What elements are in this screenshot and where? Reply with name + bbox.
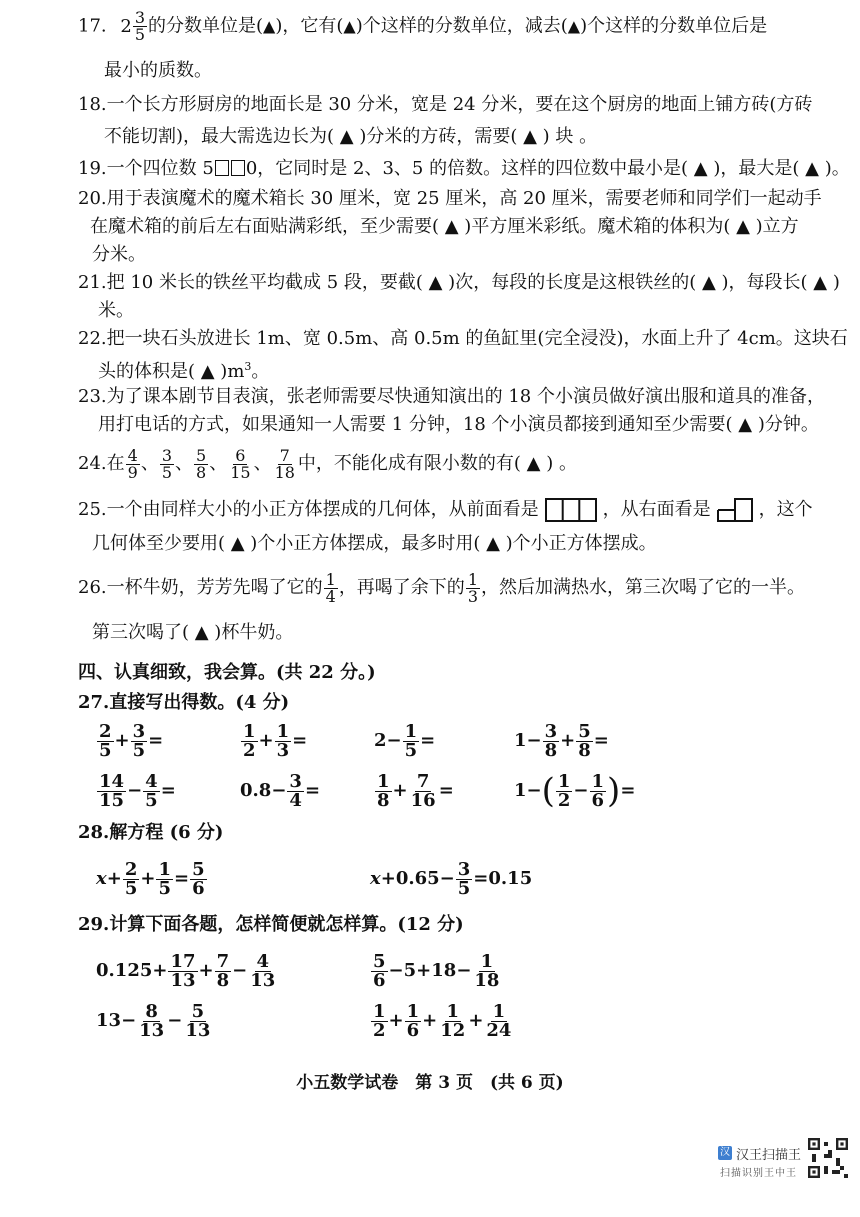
numerator: 1 [404,720,418,742]
numerator: 8 [145,1000,158,1022]
fraction [484,1000,513,1041]
calc-27-6 [240,768,320,814]
question-25-line2: 几何体至少要用( ▲ )个小正方体摆成，最多时用( ▲ )个小正方体摆成。 [92,533,657,554]
question-number: 17. [78,15,107,37]
question-25 [78,497,813,523]
number: 0.15 [488,868,533,889]
question-21-line2: 米。 [98,300,134,321]
operator: + [114,730,130,751]
variable: x [96,868,107,889]
denominator: 13 [170,969,196,991]
fraction [97,770,126,811]
fraction [190,858,207,899]
numerator: 1 [243,720,256,742]
calc-27-5 [96,768,176,814]
numerator: 1 [158,858,171,880]
operator: + [380,868,396,889]
operator: + [140,868,156,889]
equation-28-2 [370,856,532,902]
equals: = [473,868,489,889]
equals: = [438,780,454,801]
numerator: 1 [467,569,478,589]
fraction [403,720,420,761]
operator: − [456,960,472,981]
fraction [556,770,573,811]
numerator: 6 [235,445,246,465]
numerator: 2 [124,858,138,880]
question-20-line2: 在魔术箱的前后左右面贴满彩纸，至少需要( ▲ )平方厘米彩纸。魔术箱的体积为( ▲ )立方 [90,216,799,237]
answer-blank-triangle: ▲ [567,16,581,36]
numerator: 14 [99,770,125,792]
numerator: 1 [480,950,494,972]
operator: − [271,780,287,801]
question-21: 21.把 10 米长的铁丝平均截成 5 段，要截( ▲ )次，每段的长度是这根铁丝的( ▲ )，每段长( ▲ ) [78,272,840,293]
fraction [228,445,252,482]
denominator: 13 [250,969,276,991]
number: 0.8 [240,780,272,801]
question-26 [78,568,805,608]
operator: + [198,960,214,981]
equals: = [160,780,176,801]
calc-27-1 [96,718,163,764]
fraction [371,1000,388,1041]
fraction [324,569,338,606]
denominator: 16 [410,789,436,811]
number: 5 [403,960,417,981]
numerator: 5 [373,950,386,972]
fraction [143,770,160,811]
fraction [156,858,173,899]
operator: + [388,1010,404,1031]
text: 。 [251,361,270,382]
denominator: 5 [457,877,471,899]
numerator: 3 [134,8,146,27]
operator: − [526,780,542,801]
fraction [160,445,174,482]
fraction [194,445,208,482]
equals: = [620,780,636,801]
separator: 、 [209,453,228,474]
whole-part: 2 [120,15,132,37]
text: ，从右面看是 [602,499,711,520]
digit-box [215,160,229,176]
numerator: 1 [591,770,605,792]
numerator: 7 [416,770,430,792]
numerator: 4 [145,770,158,792]
watermark-brand: 汉王扫描王 [736,1148,802,1163]
fraction [123,858,140,899]
scanner-watermark [700,1138,850,1198]
operator: − [573,780,589,801]
question-20: 20.用于表演魔术的魔术箱长 30 厘米，宽 25 厘米，高 20 厘米，需要老师和同学们一起动手 [78,188,822,209]
text: )个这样的分数单位，减去( [355,15,568,37]
question-17 [78,10,767,43]
fraction [590,770,607,811]
fraction [371,950,388,991]
calc-27-4 [514,718,609,764]
numerator: 1 [325,569,336,589]
fraction [137,1000,166,1041]
page-footer: 小五数学试卷 第 3 页 (共 6 页) [296,1073,564,1093]
denominator: 15 [230,462,251,482]
qr-code-icon [808,1138,848,1178]
separator: 、 [140,453,159,474]
calc-29-3 [96,998,213,1044]
fraction [409,770,438,811]
numerator: 3 [544,720,558,742]
question-24 [78,444,577,484]
operator: − [388,960,404,981]
denominator: 6 [406,1019,420,1041]
fraction [248,950,277,991]
operator: + [416,960,432,981]
fraction [472,950,501,991]
denominator: 6 [192,877,205,899]
denominator: 5 [132,739,146,761]
fraction [375,770,392,811]
denominator: 13 [139,1019,165,1041]
question-18-line2: 不能切割)，最大需选边长为( ▲ )分米的方砖，需要( ▲ ) 块 。 [104,126,598,147]
answer-blank-triangle: ▲ [263,16,276,36]
digit-box [231,160,245,176]
denominator: 8 [216,969,230,991]
denominator: 4 [325,586,336,606]
right-paren: ) [607,771,621,811]
numerator: 5 [191,1000,205,1022]
number: 18 [431,960,457,981]
scanner-logo-icon: 汉 [720,1147,730,1158]
denominator: 2 [557,789,571,811]
fraction [456,858,473,899]
text: 24.在 [78,453,125,474]
numerator: 3 [161,445,173,465]
operator: + [258,730,274,751]
right-view-figure [717,498,753,522]
number: 1 [514,730,527,751]
text: ，再喝了余下的 [338,577,465,598]
fraction [133,10,147,43]
fraction [466,569,480,606]
numerator: 5 [192,858,205,880]
operator: − [439,868,455,889]
separator: 、 [253,453,272,474]
operator: − [386,730,402,751]
question-20-line3: 分米。 [92,244,146,265]
question-26-line2: 第三次喝了( ▲ )杯牛奶。 [92,622,294,643]
fraction [543,720,560,761]
fraction [241,720,258,761]
denominator: 5 [161,462,173,482]
denominator: 8 [196,462,207,482]
operator: + [422,1010,438,1031]
fraction [183,1000,212,1041]
numerator: 3 [457,858,471,880]
fraction [438,1000,467,1041]
question-22-line2 [98,354,269,385]
number: 0.65 [395,868,440,889]
numerator: 1 [492,1000,506,1022]
number: 13 [96,1010,122,1031]
numerator: 2 [99,720,112,742]
variable: x [370,868,381,889]
equals: = [304,780,321,801]
number: 2 [374,730,387,751]
denominator: 5 [99,739,112,761]
calc-27-2 [240,718,307,764]
denominator: 12 [440,1019,466,1041]
numerator: 1 [377,770,390,792]
operator: − [167,1010,183,1031]
operator: − [121,1010,137,1031]
denominator: 5 [134,25,146,44]
numerator: 3 [132,720,146,742]
number: 1 [514,780,527,801]
numerator: 7 [216,950,230,972]
denominator: 13 [185,1019,211,1041]
front-view-figure [545,498,597,522]
numerator: 1 [373,1000,386,1022]
equals: = [420,730,436,751]
fraction [168,950,197,991]
calc-27-3 [374,718,435,764]
denominator: 2 [243,739,256,761]
calc-29-4 [370,998,514,1044]
denominator: 15 [99,789,125,811]
denominator: 8 [578,739,591,761]
text: 0，它同时是 2、3、5 的倍数。这样的四位数中最小是( ▲ )，最大是( ▲ )。 [245,158,850,179]
equals: = [173,868,190,889]
denominator: 18 [274,462,295,482]
section-4-title: 四、认真细致，我会算。(共 22 分。) [78,662,376,683]
operator: − [526,730,542,751]
numerator: 7 [279,445,290,465]
equals: = [292,730,308,751]
superscript: 3 [244,360,252,373]
fraction [126,445,140,482]
text: 26.一杯牛奶，芳芳先喝了它的 [78,577,323,598]
numerator: 17 [170,950,196,972]
fraction [287,770,304,811]
operator: + [106,868,122,889]
text: ，这个 [758,499,813,520]
text: 中，不能化成有限小数的有( ▲ ) 。 [297,453,577,474]
question-23-line2: 用打电话的方式，如果通知一人需要 1 分钟，18 个小演员都接到通知至少需要( ▲ )分钟。 [98,414,819,435]
denominator: 5 [145,789,158,811]
denominator: 5 [404,739,418,761]
denominator: 8 [377,789,390,811]
text: 19.一个四位数 5 [78,158,214,179]
fraction [215,950,232,991]
operator: + [468,1010,484,1031]
question-27-title: 27.直接写出得数。(4 分) [78,692,290,713]
question-28-title: 28.解方程 (6 分) [78,822,224,843]
denominator: 3 [467,586,478,606]
equals: = [148,730,164,751]
mixed-number [120,10,148,43]
denominator: 2 [373,1019,386,1041]
operator: − [127,780,143,801]
calc-27-7 [374,768,454,814]
calc-29-2 [370,948,502,994]
numerator: 4 [127,445,138,465]
operator: − [232,960,248,981]
question-23: 23.为了课本剧节目表演，张老师需要尽快通知演出的 18 个小演员做好演出服和道具的准备， [78,386,825,407]
text: )，它有( [275,15,344,37]
denominator: 4 [289,789,302,811]
text: ，然后加满热水，第三次喝了它的一半。 [481,577,805,598]
operator: + [152,960,168,981]
question-29-title: 29.计算下面各题，怎样简便就怎样算。(12 分) [78,914,464,935]
operator: + [560,730,576,751]
fraction [273,445,297,482]
question-17-line2: 最小的质数。 [104,60,212,81]
left-paren: ( [541,771,555,811]
calc-29-1 [96,948,278,994]
text: 的分数单位是( [148,15,264,37]
equation-28-1 [96,856,208,902]
equals: = [593,730,609,751]
denominator: 8 [544,739,558,761]
denominator: 3 [276,739,290,761]
denominator: 6 [591,789,605,811]
numerator: 1 [276,720,290,742]
operator: + [392,780,408,801]
denominator: 6 [373,969,386,991]
question-19 [78,156,850,182]
denominator: 5 [124,877,138,899]
numerator: 1 [557,770,571,792]
text: 头的体积是( ▲ )m [98,361,245,382]
numerator: 1 [446,1000,460,1022]
watermark-slogan: 扫描识别王中王 [720,1168,797,1179]
number: 0.125 [96,960,153,981]
fraction [405,1000,422,1041]
fraction [275,720,292,761]
denominator: 18 [474,969,500,991]
numerator: 4 [256,950,270,972]
calc-27-8 [514,768,635,814]
fraction [576,720,593,761]
fraction [131,720,148,761]
denominator: 24 [486,1019,512,1041]
denominator: 9 [127,462,138,482]
denominator: 5 [158,877,171,899]
answer-blank-triangle: ▲ [343,16,356,36]
numerator: 5 [578,720,591,742]
numerator: 3 [289,770,302,792]
text: )个这样的分数单位后是 [580,15,768,37]
question-22: 22.把一块石头放进长 1m、宽 0.5m、高 0.5m 的鱼缸里(完全浸没)，水面上升了 4cm。这块石 [78,328,848,349]
separator: 、 [175,453,194,474]
fraction [97,720,114,761]
numerator: 1 [406,1000,420,1022]
numerator: 5 [196,445,207,465]
text: 25.一个由同样大小的小正方体摆成的几何体，从前面看是 [78,499,539,520]
question-18: 18.一个长方形厨房的地面长是 30 分米，宽是 24 分米，要在这个厨房的地面上铺方砖(方砖 [78,94,813,115]
